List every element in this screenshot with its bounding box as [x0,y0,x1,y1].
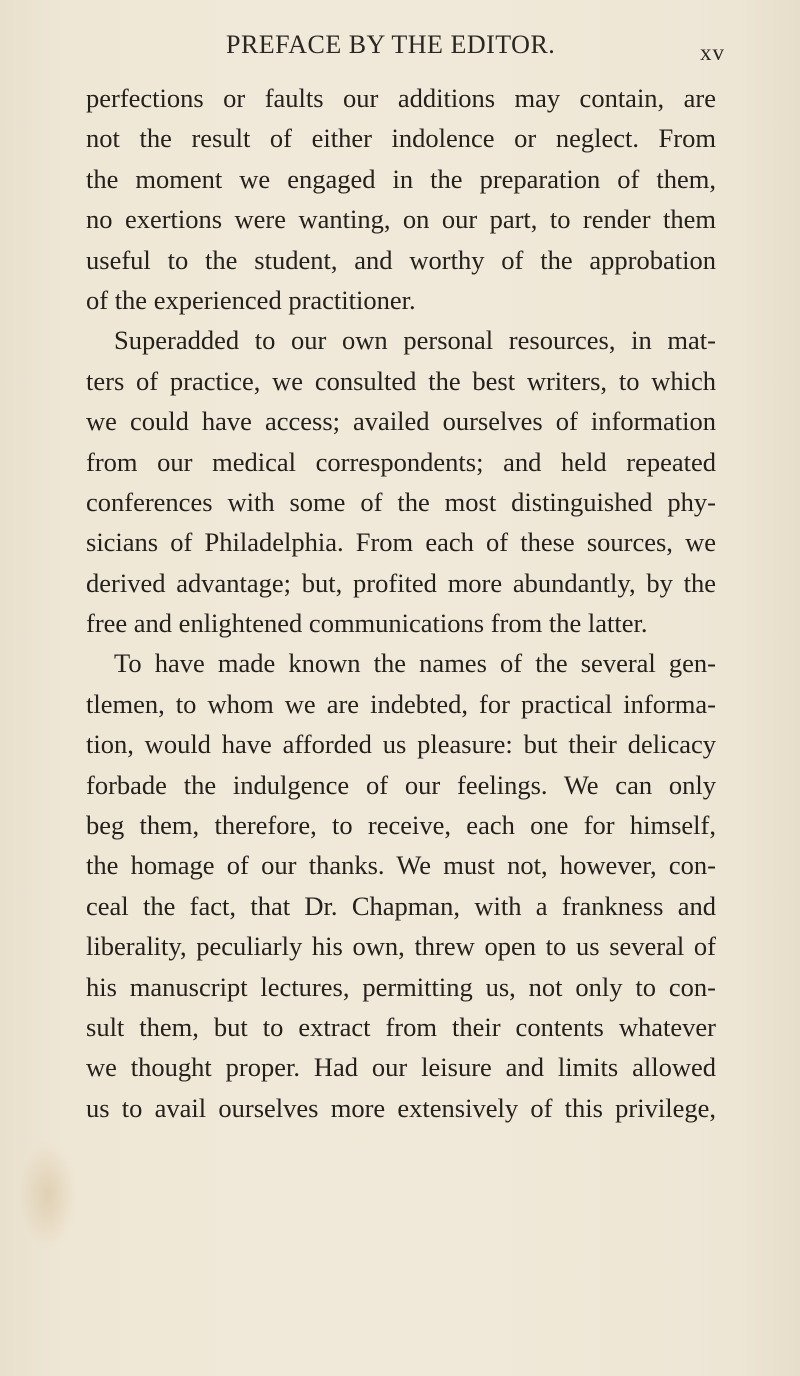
text-line: of the experienced practitioner. [86,284,416,315]
text-line: liberality, peculiarly his own, threw open to us several of [86,931,716,962]
text-line: the moment we engaged in the preparation of them, [86,163,716,194]
running-title: PREFACE BY THE EDITOR. [226,30,556,59]
text-line: from our medical correspondents; and held repeated [86,446,716,477]
text-line: free and enlightened communications from the latter. [86,608,648,639]
text-line: we thought proper. Had our leisure and limits allowed [86,1052,716,1083]
text-line: sicians of Philadelphia. From each of these sources, we [86,527,716,558]
running-head [0,30,800,70]
text-line: derived advantage; but, profited more abundantly, by the [86,567,716,598]
text-line: Superadded to our own personal resources, in mat- [114,325,716,356]
text-line: not the result of either indolence or neglect. From [86,123,716,154]
text-line: perfections or faults our additions may contain, are [86,83,716,113]
text-line: ceal the fact, that Dr. Chapman, with a frankness and [86,890,716,921]
paper-stain [18,1140,78,1250]
text-line: the homage of our thanks. We must not, however, con- [86,850,716,881]
body-text [86,78,716,1128]
text-line: forbade the indulgence of our feelings. We can only [86,769,716,800]
text-line: us to avail ourselves more extensively of this privilege, [86,1092,716,1123]
text-line: ters of practice, we consulted the best writers, to which [86,365,716,396]
text-line: useful to the student, and worthy of the approbation [86,244,716,275]
text-line: we could have access; availed ourselves of information [86,406,716,437]
text-line: To have made known the names of the several gen- [114,648,716,679]
text-line: beg them, therefore, to receive, each one for himself, [86,810,716,841]
text-line: sult them, but to extract from their contents whatever [86,1011,716,1042]
text-line: tion, would have afforded us pleasure: but their delicacy [86,729,716,760]
text-line: conferences with some of the most distinguished phy- [86,486,716,517]
text-line: no exertions were wanting, on our part, to render them [86,204,716,235]
text-line: his manuscript lectures, permitting us, not only to con- [86,971,716,1002]
page-number: xv [700,40,725,65]
text-line: tlemen, to whom we are indebted, for practical informa- [86,688,716,719]
